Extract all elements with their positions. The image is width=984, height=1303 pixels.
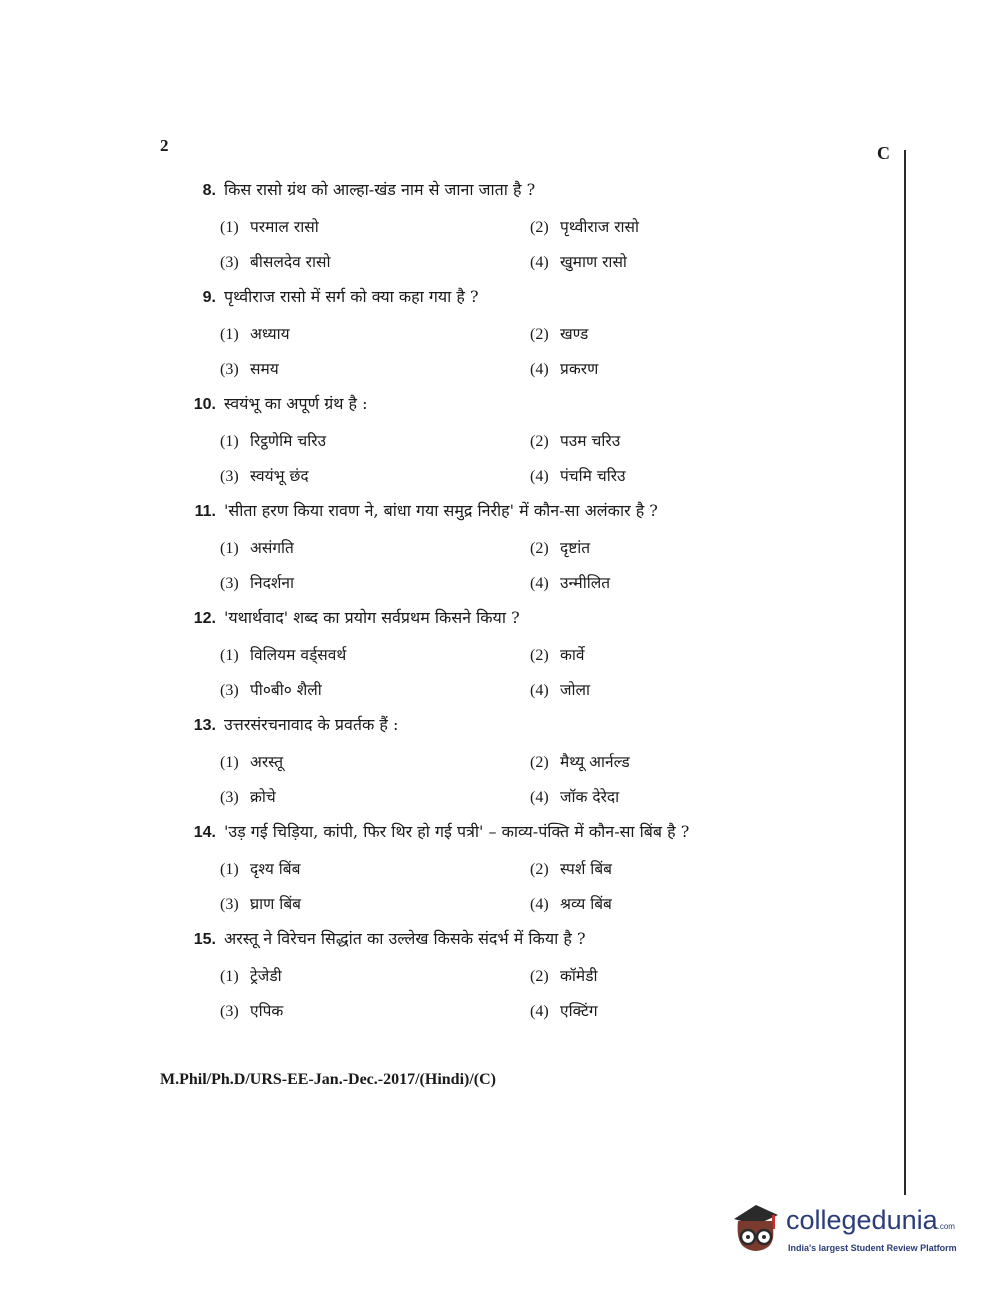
option-number: (4) (530, 361, 549, 378)
option-text: मैथ्यू आर्नल्ड (560, 753, 630, 771)
question-number: 9. (202, 289, 216, 306)
option-text: एपिक (250, 1002, 284, 1020)
question-header (168, 285, 888, 322)
answer-option (220, 322, 530, 357)
answer-option (530, 571, 830, 606)
brand-name: collegedunia (786, 1205, 938, 1235)
option-number: (3) (220, 789, 239, 806)
question-text: पृथ्वीराज रासो में सर्ग को क्या कहा गया है ? (224, 287, 479, 306)
question-text: 'उड़ गई चिड़िया, कांपी, फिर थिर हो गई पत्री' – काव्य-पंक्ति में कौन-सा बिंब है ? (224, 822, 690, 841)
mascot-icon (726, 1197, 784, 1259)
option-number: (2) (530, 754, 549, 771)
option-number: (4) (530, 1003, 549, 1020)
answer-option (220, 999, 530, 1034)
question-number: 14. (193, 824, 216, 841)
option-text: समय (250, 360, 279, 378)
option-number: (1) (220, 861, 239, 878)
answer-option (530, 999, 830, 1034)
option-grid (220, 215, 888, 285)
question-item (168, 820, 888, 927)
option-text: विलियम वर्ड्सवर्थ (250, 646, 347, 664)
question-text: अरस्तू ने विरेचन सिद्धांत का उल्लेख किसके संदर्भ में किया है ? (224, 929, 586, 948)
answer-option (220, 215, 530, 250)
answer-option (220, 250, 530, 285)
question-header (168, 499, 888, 536)
option-number: (2) (530, 968, 549, 985)
answer-option (530, 357, 830, 392)
collegedunia-logo (726, 1197, 957, 1261)
option-text: ट्रेजेडी (250, 967, 282, 985)
option-text: अध्याय (250, 325, 290, 343)
question-item (168, 499, 888, 606)
option-number: (2) (530, 647, 549, 664)
option-text: प्रकरण (560, 360, 599, 378)
option-text: एक्टिंग (560, 1002, 598, 1020)
page-number: 2 (160, 136, 169, 155)
option-number: (4) (530, 682, 549, 699)
option-number: (2) (530, 433, 549, 450)
option-text: पंचमि चरिउ (560, 467, 626, 485)
option-number: (1) (220, 647, 239, 664)
question-number: 10. (193, 396, 216, 413)
option-text: स्वयंभू छंद (250, 467, 309, 485)
answer-option (220, 643, 530, 678)
answer-option (530, 964, 830, 999)
question-header (168, 392, 888, 429)
option-number: (4) (530, 254, 549, 271)
option-number: (3) (220, 361, 239, 378)
question-number: 12. (193, 610, 216, 627)
question-header (168, 606, 888, 643)
option-number: (3) (220, 254, 239, 271)
option-number: (3) (220, 468, 239, 485)
question-item (168, 606, 888, 713)
answer-option (530, 892, 830, 927)
question-text: किस रासो ग्रंथ को आल्हा-खंड नाम से जाना जाता है ? (224, 180, 536, 199)
answer-option (220, 357, 530, 392)
question-header (168, 820, 888, 857)
option-text: कॉमेडी (560, 967, 598, 985)
answer-option (220, 750, 530, 785)
question-item (168, 285, 888, 392)
option-grid (220, 857, 888, 927)
option-text: जोला (560, 681, 591, 699)
option-text: स्पर्श बिंब (560, 860, 613, 878)
question-text: उत्तरसंरचनावाद के प्रवर्तक हैं : (224, 715, 399, 734)
option-number: (3) (220, 682, 239, 699)
option-text: रिट्ठणेमि चरिउ (250, 432, 327, 450)
answer-option (220, 785, 530, 820)
question-text: स्वयंभू का अपूर्ण ग्रंथ है : (224, 394, 368, 413)
option-text: परमाल रासो (250, 218, 319, 236)
question-item (168, 392, 888, 499)
option-number: (1) (220, 754, 239, 771)
option-number: (1) (220, 219, 239, 236)
option-text: असंगति (250, 539, 294, 557)
option-number: (4) (530, 468, 549, 485)
option-text: घ्राण बिंब (250, 895, 302, 913)
option-number: (1) (220, 326, 239, 343)
answer-option (220, 857, 530, 892)
option-text: दृश्य बिंब (250, 860, 301, 878)
option-number: (2) (530, 540, 549, 557)
question-item (168, 713, 888, 820)
answer-option (220, 429, 530, 464)
paper-code-footer: M.Phil/Ph.D/URS-EE-Jan.-Dec.-2017/(Hindi)/(C) (160, 1071, 496, 1088)
option-grid (220, 322, 888, 392)
option-grid (220, 964, 888, 1034)
answer-option (220, 464, 530, 499)
question-list (168, 178, 888, 1034)
option-grid (220, 429, 888, 499)
question-item (168, 927, 888, 1034)
answer-option (220, 536, 530, 571)
answer-option (530, 464, 830, 499)
option-number: (2) (530, 326, 549, 343)
option-number: (4) (530, 789, 549, 806)
option-number: (2) (530, 861, 549, 878)
question-number: 8. (202, 182, 216, 199)
option-text: उन्मीलित (560, 574, 611, 592)
option-text: क्रोचे (250, 788, 276, 806)
option-text: पृथ्वीराज रासो (560, 218, 640, 236)
answer-option (530, 429, 830, 464)
question-header (168, 178, 888, 215)
question-header (168, 713, 888, 750)
question-item (168, 178, 888, 285)
answer-option (530, 857, 830, 892)
option-text: दृष्टांत (560, 539, 591, 557)
option-number: (3) (220, 1003, 239, 1020)
option-number: (1) (220, 968, 239, 985)
question-number: 13. (193, 717, 216, 734)
answer-option (220, 678, 530, 713)
option-number: (3) (220, 575, 239, 592)
margin-rule (904, 150, 906, 1195)
answer-option (220, 892, 530, 927)
option-grid (220, 536, 888, 606)
option-number: (1) (220, 433, 239, 450)
question-text: 'सीता हरण किया रावण ने, बांधा गया समुद्र निरीह' में कौन-सा अलंकार है ? (224, 501, 658, 520)
question-header (168, 927, 888, 964)
answer-option (220, 571, 530, 606)
brand-tagline: India's largest Student Review Platform (788, 1243, 957, 1253)
brand-suffix: .com (937, 1222, 955, 1231)
answer-option (530, 322, 830, 357)
option-text: बीसलदेव रासो (250, 253, 331, 271)
option-text: खुमाण रासो (560, 253, 627, 271)
question-text: 'यथार्थवाद' शब्द का प्रयोग सर्वप्रथम किसने किया ? (224, 608, 520, 627)
option-text: कार्वे (560, 646, 585, 664)
answer-option (530, 215, 830, 250)
option-text: जॉक देरेदा (560, 788, 620, 806)
option-text: निदर्शना (250, 574, 295, 592)
set-code: C (877, 143, 890, 163)
option-number: (4) (530, 896, 549, 913)
option-text: खण्ड (560, 325, 589, 343)
answer-option (530, 750, 830, 785)
option-text: श्रव्य बिंब (560, 895, 612, 913)
answer-option (530, 250, 830, 285)
option-text: अरस्तू (250, 753, 284, 771)
option-number: (3) (220, 896, 239, 913)
question-number: 11. (194, 503, 216, 520)
answer-option (530, 643, 830, 678)
option-grid (220, 750, 888, 820)
answer-option (220, 964, 530, 999)
option-text: पी०बी० शैली (250, 681, 322, 699)
option-number: (1) (220, 540, 239, 557)
answer-option (530, 785, 830, 820)
answer-option (530, 536, 830, 571)
option-text: पउम चरिउ (560, 432, 621, 450)
option-number: (2) (530, 219, 549, 236)
option-number: (4) (530, 575, 549, 592)
option-grid (220, 643, 888, 713)
question-number: 15. (193, 931, 216, 948)
answer-option (530, 678, 830, 713)
